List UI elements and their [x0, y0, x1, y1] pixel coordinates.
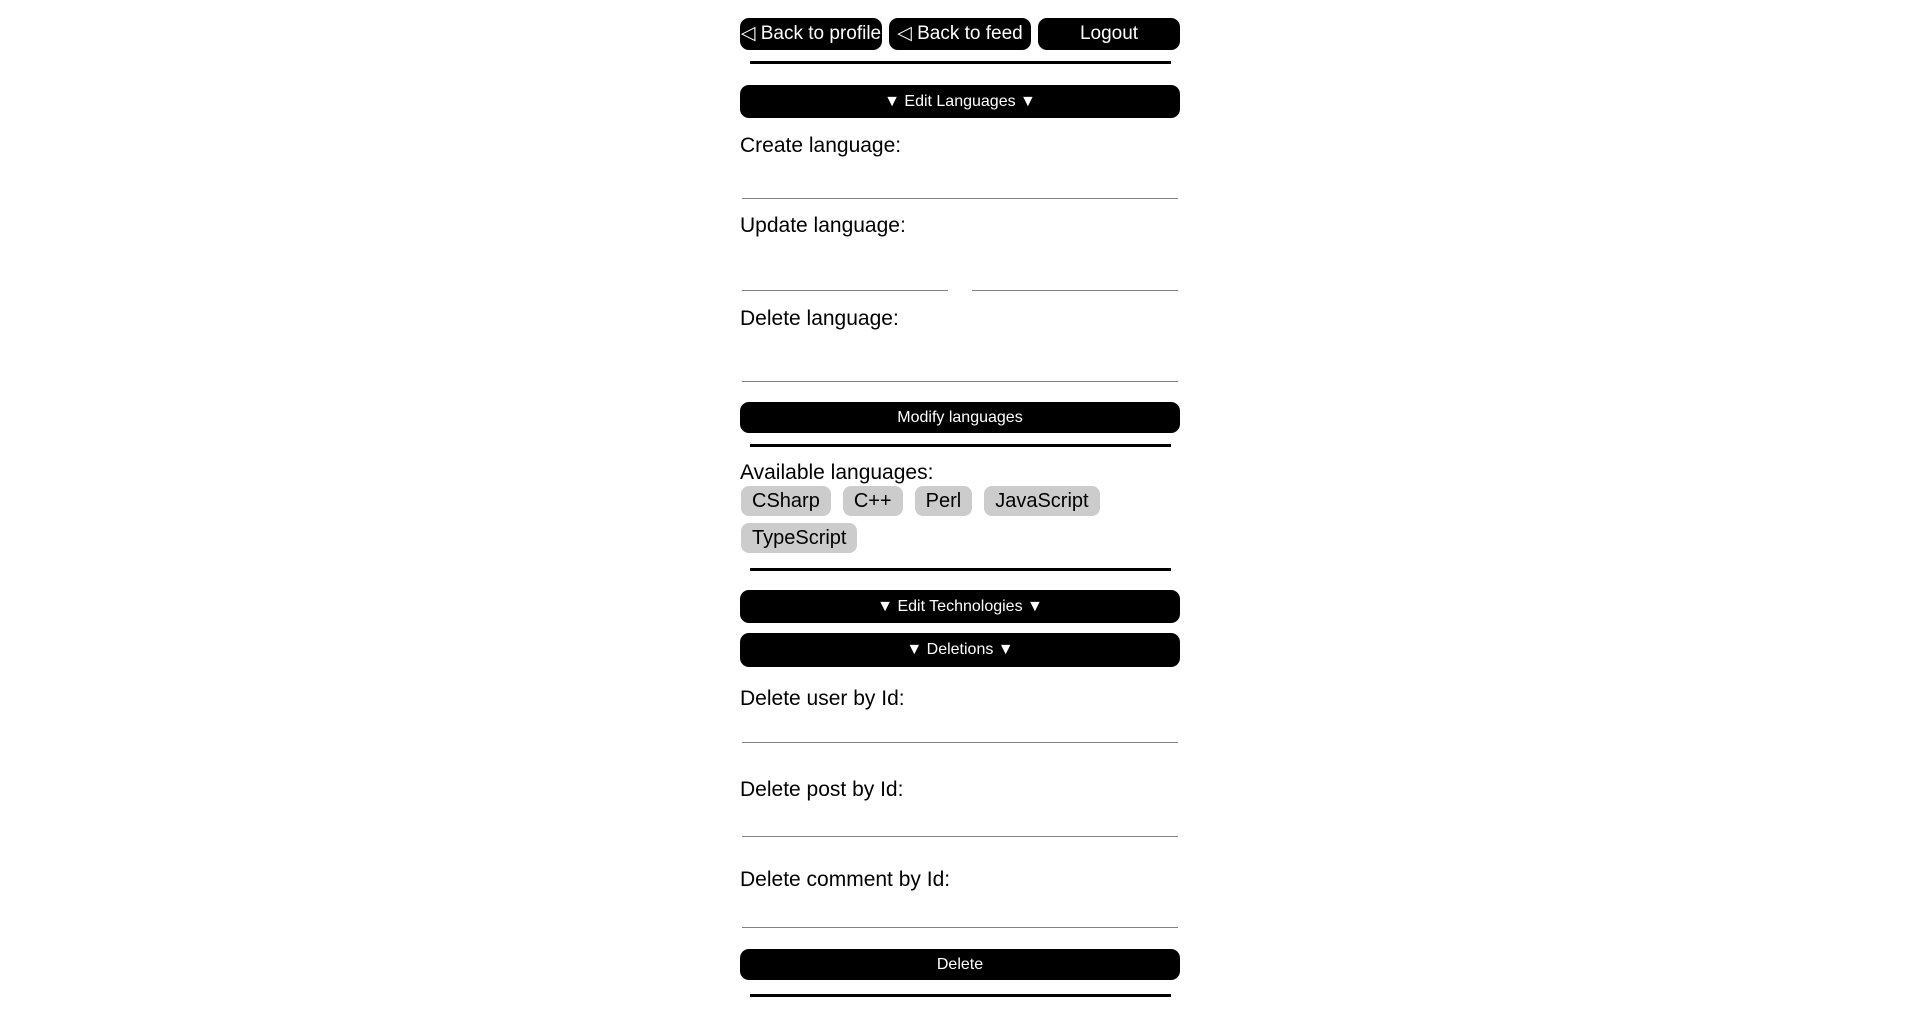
- separator-line: [750, 994, 1171, 997]
- delete-button[interactable]: Delete: [740, 949, 1180, 980]
- modify-languages-button[interactable]: Modify languages: [740, 402, 1180, 433]
- header-button-row: [740, 18, 1180, 50]
- delete-language-input[interactable]: [742, 344, 1178, 382]
- delete-post-label: Delete post by Id:: [740, 778, 904, 801]
- language-chip[interactable]: JavaScript: [984, 486, 1099, 516]
- available-languages-label: Available languages:: [740, 461, 934, 484]
- create-language-label: Create language:: [740, 134, 902, 157]
- language-chip[interactable]: Perl: [915, 486, 973, 516]
- delete-post-input[interactable]: [742, 804, 1178, 837]
- update-language-input-old[interactable]: [742, 252, 948, 291]
- back-to-profile-button[interactable]: ◁ Back to profile: [740, 18, 882, 50]
- edit-languages-toggle[interactable]: ▼ Edit Languages ▼: [740, 85, 1180, 118]
- available-languages-list: [741, 486, 1179, 553]
- language-chip[interactable]: C++: [843, 486, 903, 516]
- separator-line: [750, 444, 1171, 447]
- separator-line: [750, 61, 1171, 64]
- delete-comment-label: Delete comment by Id:: [740, 868, 951, 891]
- delete-user-input[interactable]: [742, 713, 1178, 743]
- deletions-toggle[interactable]: ▼ Deletions ▼: [740, 633, 1180, 667]
- update-language-input-new[interactable]: [972, 252, 1178, 291]
- language-chip[interactable]: TypeScript: [741, 523, 857, 553]
- create-language-input[interactable]: [742, 160, 1178, 199]
- delete-comment-input[interactable]: [742, 894, 1178, 928]
- separator-line: [750, 568, 1171, 571]
- main-column: [740, 0, 1180, 997]
- edit-technologies-toggle[interactable]: ▼ Edit Technologies ▼: [740, 590, 1180, 623]
- language-chip[interactable]: CSharp: [741, 486, 831, 516]
- update-language-row: [742, 252, 1178, 291]
- update-language-label: Update language:: [740, 214, 906, 237]
- delete-language-label: Delete language:: [740, 307, 899, 330]
- logout-button[interactable]: Logout: [1038, 18, 1180, 50]
- delete-user-label: Delete user by Id:: [740, 687, 905, 710]
- back-to-feed-button[interactable]: ◁ Back to feed: [889, 18, 1031, 50]
